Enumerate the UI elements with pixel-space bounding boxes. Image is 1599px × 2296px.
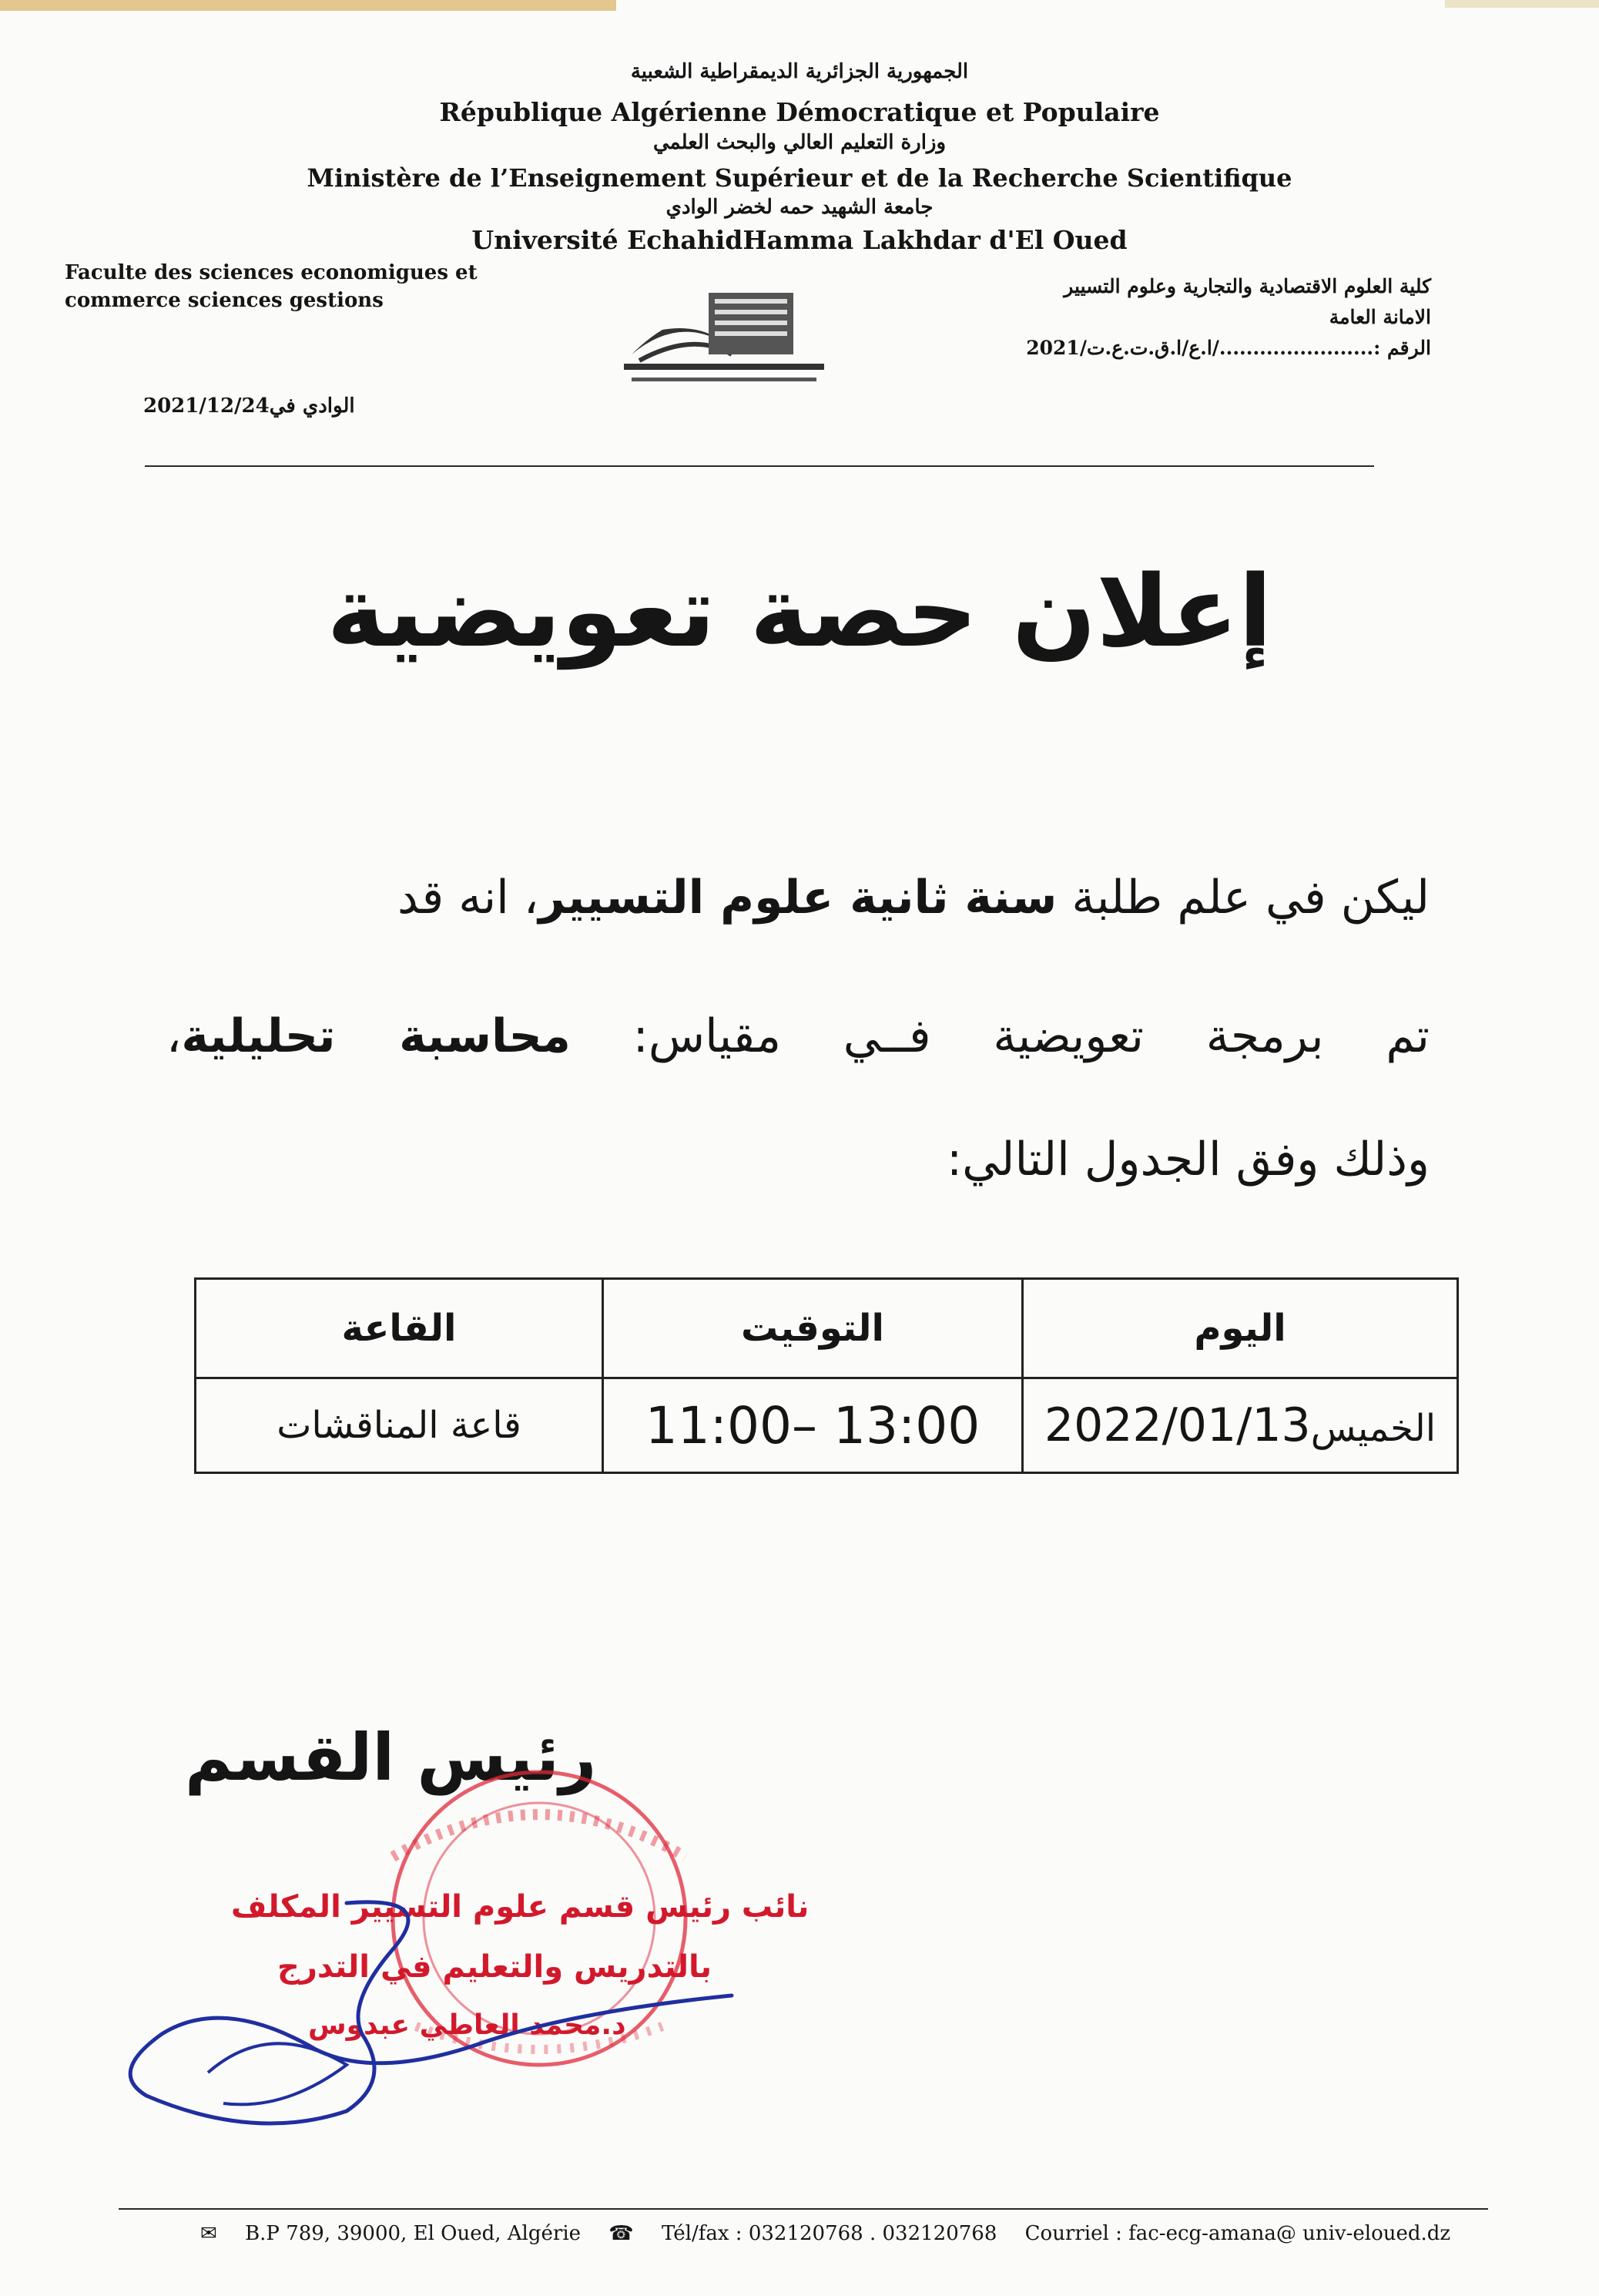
announcement-title: إعلان حصة تعويضية [327,555,1272,670]
header-french-republic: République Algérienne Démocratique et Populaire [439,97,1160,127]
issue-date: الوادي في2021/12/24 [143,394,355,418]
header-arabic-university: جامعة الشهيد حمه لخضر الوادي [665,196,934,219]
paper-edge [0,0,616,11]
header-arabic-republic: الجمهورية الجزائرية الديمقراطية الشعبية [630,60,969,83]
body-text: ليكن في علم طلبة [1057,871,1430,925]
faculty-french-line2: commerce sciences gestions [65,289,384,312]
footer-divider [119,2208,1488,2210]
faculty-arabic [892,271,1431,364]
header-divider [145,465,1374,467]
day-date: 2022/01/13 [1044,1398,1311,1452]
cell-day [1023,1378,1458,1473]
body-text: ، انه قد [397,871,539,925]
header-day: اليوم [1023,1279,1458,1378]
stamp-line-1: نائب رئيس قسم علوم التسيير المكلف [231,1889,810,1925]
header-room: القاعة [196,1279,603,1378]
cell-room: قاعة المناقشات [196,1378,603,1473]
table-row [196,1378,1458,1473]
body-bold-level: سنة ثانية علوم التسيير [538,871,1058,925]
signature-title: رئيس القسم [185,1720,597,1795]
faculty-french-line1: Faculte des sciences economigues et [65,261,478,284]
body-paragraph-2 [166,1009,1430,1063]
footer [200,2222,1472,2245]
stamp-line-2: بالتدريس والتعليم في التدرج [277,1949,712,1985]
schedule-table [194,1277,1459,1474]
stamp-line-3: د.محمد العاطي عبدوس [308,2009,626,2041]
body-paragraph-3: وذلك وفق الجدول التالي: [946,1133,1430,1187]
header-time: التوقيت [603,1279,1023,1378]
cell-time: 11:00– 13:00 [603,1378,1023,1473]
body-text: ، [166,1009,182,1063]
header-arabic-ministry: وزارة التعليم العالي والبحث العلمي [652,131,947,154]
footer-telfax: Tél/fax : 032120768 . 032120768 [661,2222,997,2245]
day-name: الخميس [1310,1407,1436,1450]
footer-email: Courriel : fac-ecg-amana@ univ-eloued.dz [1024,2222,1451,2245]
body-text: تم برمجة تعويضية فــي مقياس: [570,1009,1430,1063]
faculty-arabic-line1: كلية العلوم الاقتصادية والتجارية وعلوم التسيير [1064,275,1431,297]
body-bold-module: محاسبة تحليلية [181,1009,571,1063]
paper-edge [1445,0,1599,8]
table-header-row [196,1279,1458,1378]
footer-address: B.P 789, 39000, El Oued, Algérie [245,2222,582,2245]
reference-number: الرقم :......................./ا.ع/ا.ق.ت.ع.ت/2021 [1026,337,1431,359]
faculty-arabic-line2: الامانة العامة [1329,306,1431,328]
body-paragraph-1 [397,871,1430,925]
header-french-ministry: Ministère de l’Enseignement Supérieur et de la Recherche Scientifique [307,163,1292,193]
handwritten-signature [116,1880,747,2134]
faculty-french [65,259,496,314]
university-logo [616,270,832,393]
phone-icon: ☎ [608,2222,634,2245]
header-french-university: Université EchahidHamma Lakhdar d'El Oued [471,225,1128,255]
mail-icon: ✉ [200,2222,217,2245]
